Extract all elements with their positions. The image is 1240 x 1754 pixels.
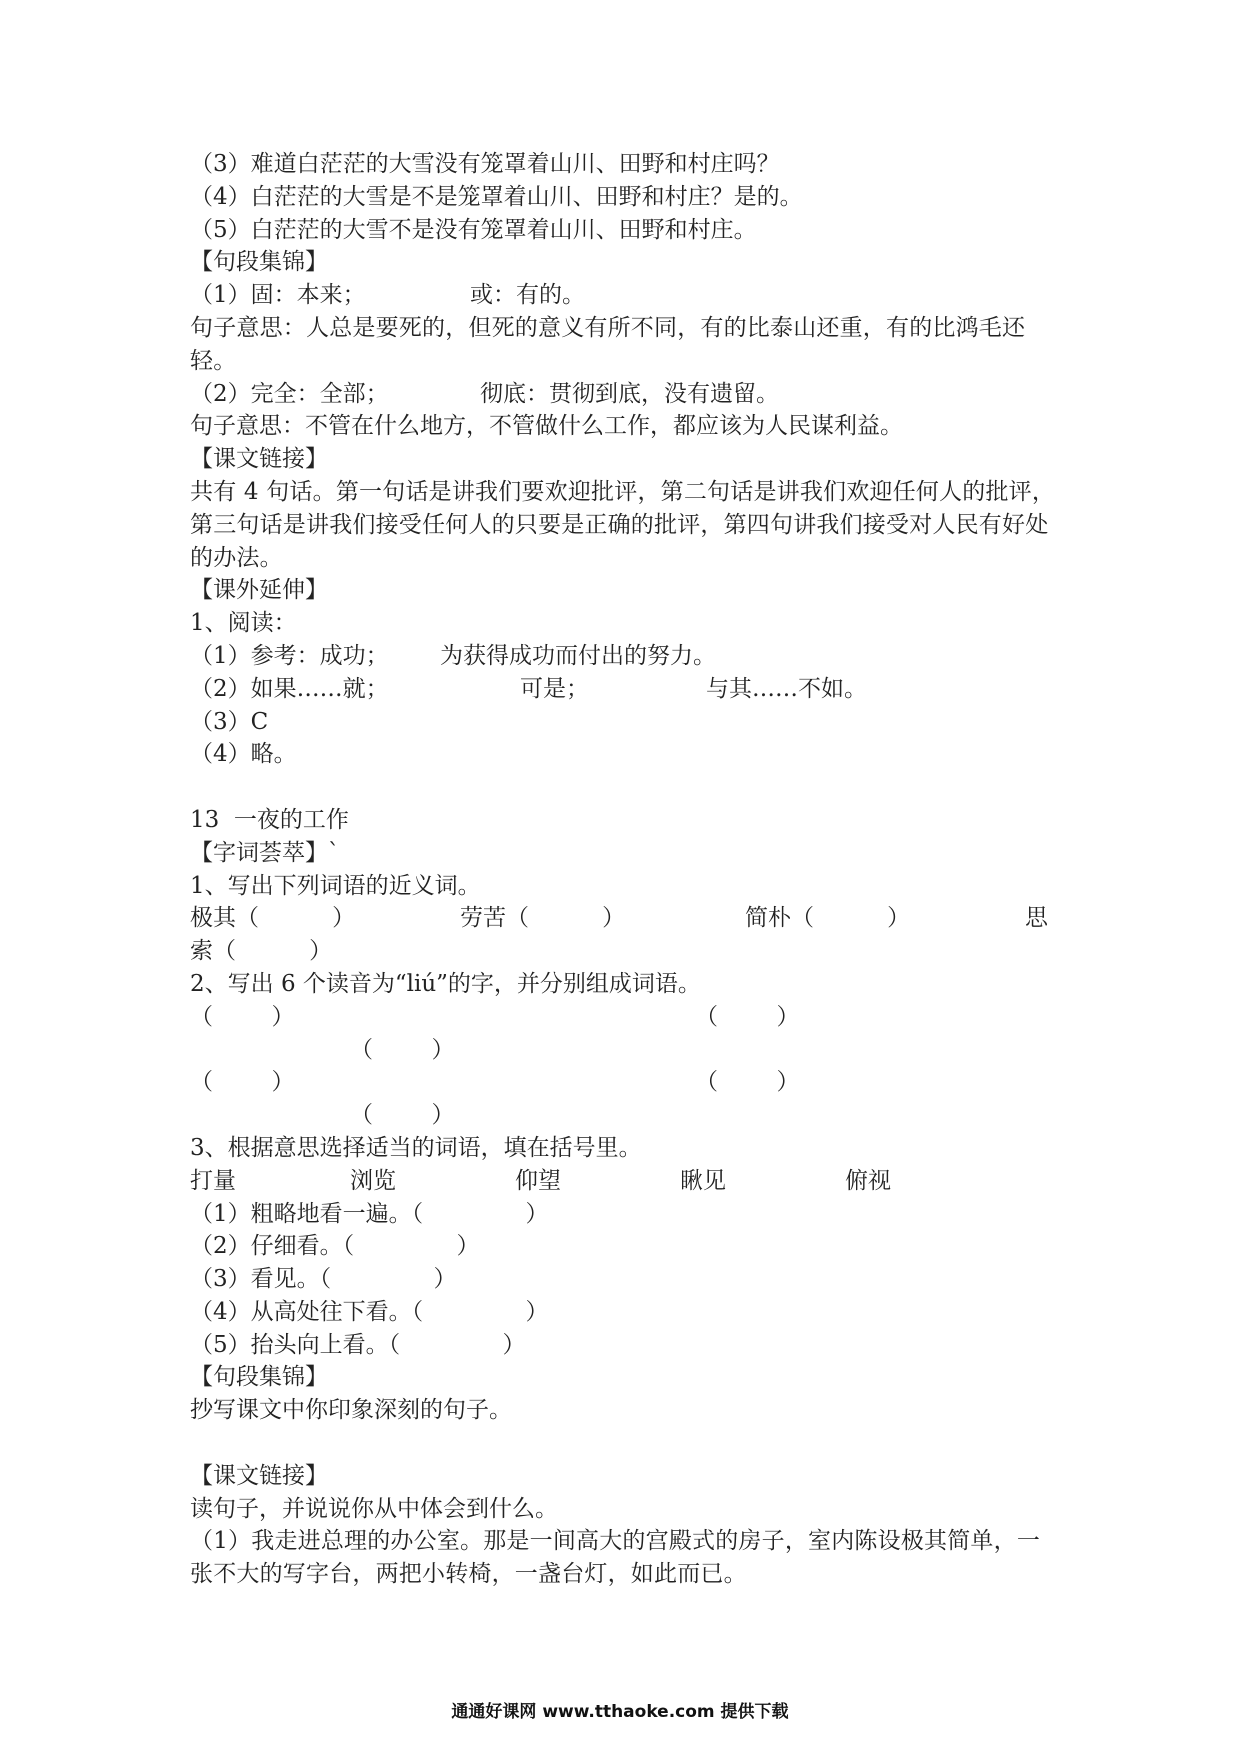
lesson-title: 13 一夜的工作 [190, 806, 349, 833]
ck-b: 为获得成功而付出的努力。 [440, 642, 716, 669]
synonym-jianpu: 简朴（ ） [745, 905, 911, 932]
copy-instruction: 抄写课文中你印象深刻的句子。 [190, 1397, 512, 1424]
link-paragraph: 共有 4 句话。第一句话是讲我们要欢迎批评，第二句话是讲我们欢迎任何人的批评，第三句话是讲我们接受任何人的只要是正确的批评，第四句讲我们接受对人民有好处的办法。 [190, 478, 1056, 571]
option-liulan: 浏览 [350, 1167, 396, 1194]
blank-row-1 [190, 1001, 1060, 1034]
blank: （ ） [350, 1102, 455, 1129]
blank: （ ） [350, 1036, 455, 1063]
answer-line-5: （5）白茫茫的大雪不是没有笼罩着山川、田野和村庄。 [190, 216, 757, 243]
rg-c: 与其……不如。 [706, 675, 867, 702]
wq-b: 彻底：贯彻到底，没有遗留。 [480, 380, 779, 407]
reading-label: 1、阅读： [190, 610, 297, 637]
blank-row-3 [190, 1066, 1060, 1099]
section-heading-kwys: 【课外延伸】 [190, 577, 328, 604]
rg-b: 可是； [520, 675, 589, 702]
document-body [190, 148, 1060, 1591]
blank: （ ） [695, 1003, 800, 1030]
synonym-jiqi: 极其（ ） [190, 905, 356, 932]
blank: （ ） [695, 1069, 800, 1096]
wanquan-line [190, 378, 1060, 411]
synonym-laoku: 劳苦（ ） [460, 905, 626, 932]
option-dalinag: 打量 [190, 1167, 236, 1194]
option-row [190, 1165, 1060, 1198]
meaning-2: 句子意思：不管在什么地方，不管做什么工作，都应该为人民谋利益。 [190, 413, 903, 440]
question-3: 3、根据意思选择适当的词语，填在括号里。 [190, 1134, 642, 1161]
office-paragraph: （1）我走进总理的办公室。那是一间高大的宫殿式的房子，室内陈设极其简单，一张不大的写字台，两把小转椅，一盏台灯，如此而已。 [190, 1528, 1041, 1588]
option-choujian: 瞅见 [680, 1167, 726, 1194]
option-yangwang: 仰望 [515, 1167, 561, 1194]
ref-line [190, 640, 1060, 673]
answer-4: （4）略。 [190, 741, 297, 768]
sub-question-3: （3）看见。（ ） [190, 1266, 457, 1293]
answer-line-4: （4）白茫茫的大雪是不是笼罩着山川、田野和村庄？是的。 [190, 183, 803, 210]
blank: （ ） [190, 1069, 295, 1096]
gu-b: 或：有的。 [470, 282, 585, 309]
synonym-row [190, 902, 1060, 935]
wq-a: （2）完全：全部； [190, 380, 389, 407]
option-fushi: 俯视 [845, 1167, 891, 1194]
section-heading-jduan: 【句段集锦】 [190, 249, 328, 276]
footer-credit: 通通好课网 www.tthaoke.com 提供下载 [451, 1702, 789, 1722]
ck-a: （1）参考：成功； [190, 642, 389, 669]
answer-line-3: （3）难道白茫茫的大雪没有笼罩着山川、田野和村庄吗？ [190, 151, 780, 177]
synonym-si: 思 [1025, 905, 1048, 932]
answer-3-c: （3）C [190, 708, 269, 735]
section-heading-kwlj-2: 【课文链接】 [190, 1462, 328, 1489]
gu-a: （1）固：本来； [190, 282, 366, 309]
read-instruction: 读句子，并说说你从中体会到什么。 [190, 1495, 558, 1522]
section-heading-kwlj: 【课文链接】 [190, 446, 328, 473]
ruguo-line [190, 673, 1060, 706]
sub-question-5: （5）抬头向上看。（ ） [190, 1331, 526, 1358]
gu-line [190, 279, 1060, 312]
sub-question-1: （1）粗略地看一遍。（ ） [190, 1200, 549, 1227]
section-heading-jduan-2: 【句段集锦】 [190, 1364, 328, 1391]
question-2: 2、写出 6 个读音为“liú”的字，并分别组成词语。 [190, 970, 701, 997]
question-1: 1、写出下列词语的近义词。 [190, 872, 481, 899]
rg-a: （2）如果……就； [190, 675, 389, 702]
section-heading-zcj: 【字词荟萃】` [190, 839, 340, 866]
sub-question-2: （2）仔细看。（ ） [190, 1233, 480, 1260]
meaning-1: 句子意思：人总是要死的，但死的意义有所不同，有的比泰山还重，有的比鸿毛还轻。 [190, 314, 1026, 374]
blank-row-4 [190, 1099, 1060, 1132]
blank-row-2 [190, 1034, 1060, 1067]
sub-question-4: （4）从高处往下看。（ ） [190, 1298, 549, 1325]
blank: （ ） [190, 1003, 295, 1030]
synonym-suo: 索（ ） [190, 938, 333, 965]
